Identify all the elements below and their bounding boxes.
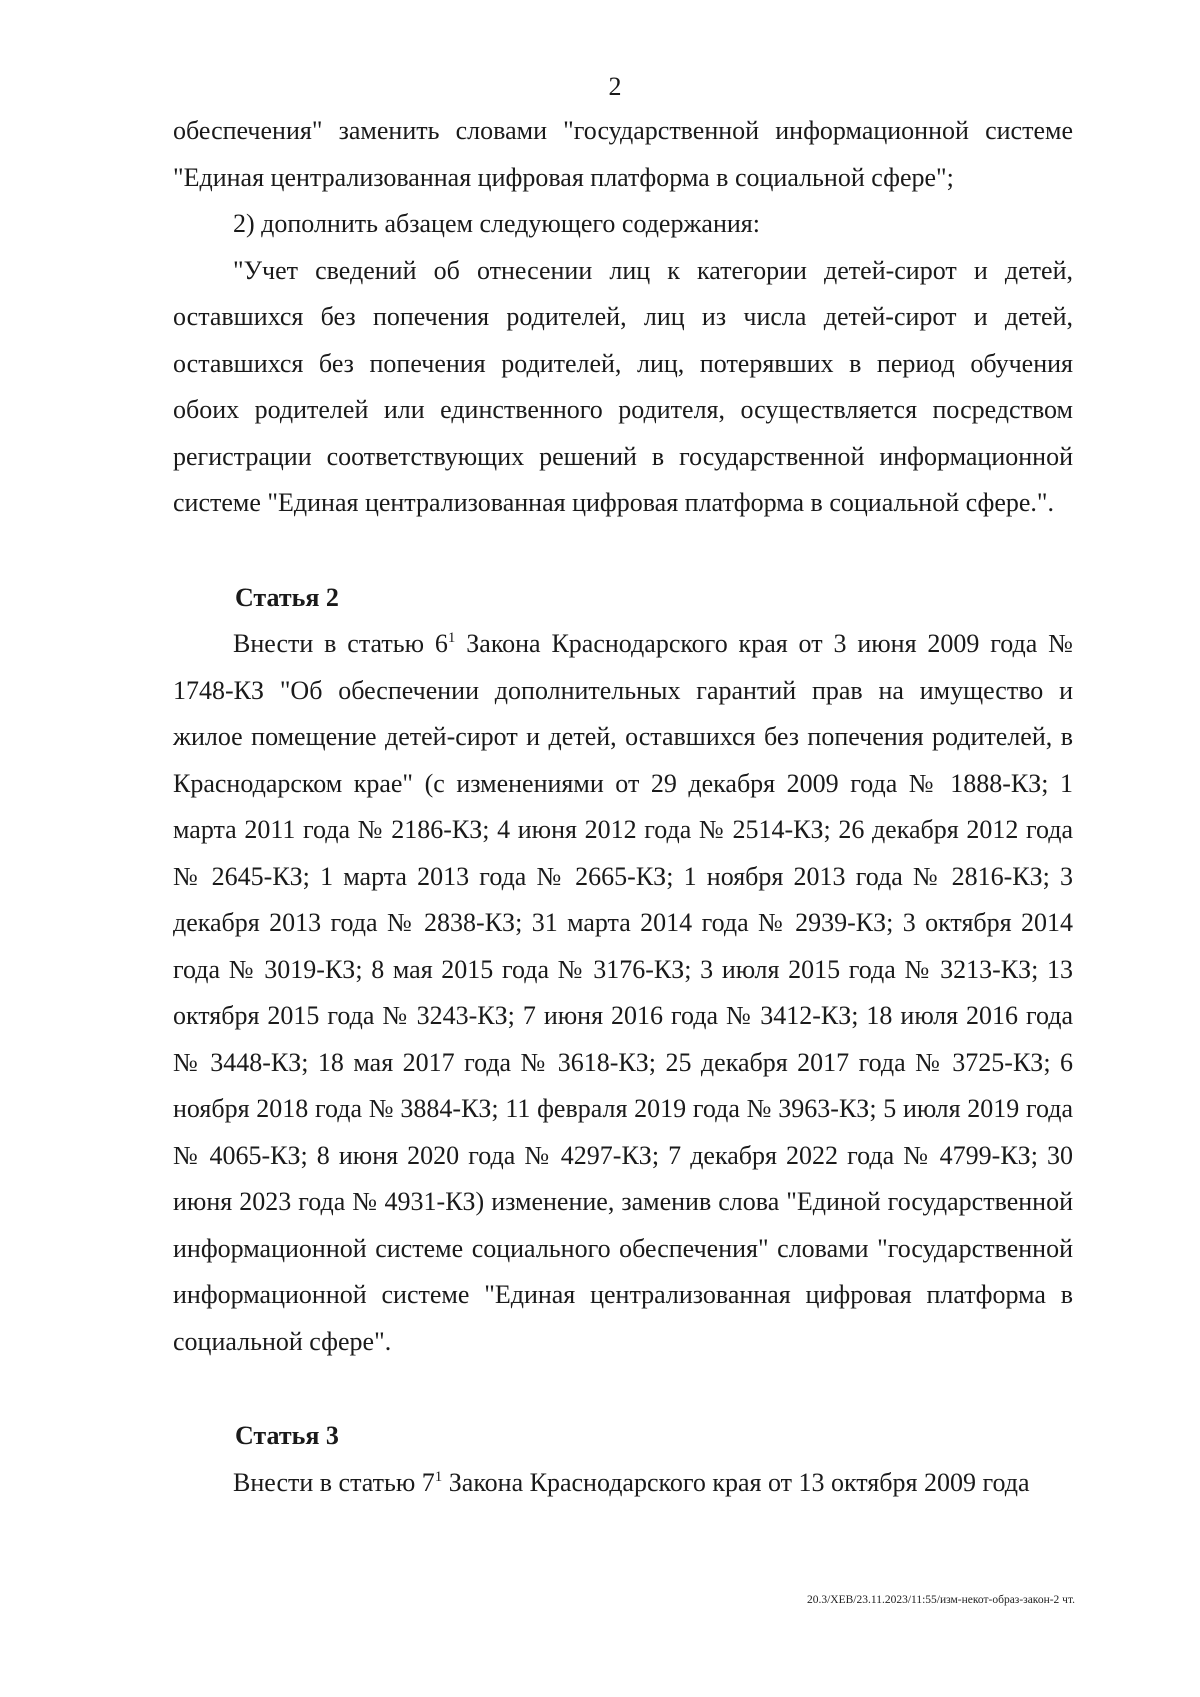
article-2-heading: Статья 2 bbox=[235, 582, 339, 612]
article-3-superscript: 1 bbox=[434, 1468, 443, 1485]
article-3-text bbox=[173, 1460, 1073, 1507]
article-2-text-start: Внести в статью 6 bbox=[233, 629, 448, 658]
article-3-text-rest: Закона Краснодарского края от 13 октября 2009 года bbox=[442, 1467, 1030, 1497]
article-2-text-rest: Закона Краснодарского края от 3 июня 2009 года № 1748-КЗ "Об обеспечении дополнительных гарантий прав на имущество и жилое помещение детей-сирот и детей, оставшихся без попечения родителей, в Краснодарском крае" (с изменениями от 29 декабря 2009 года № 1888-КЗ; 1 марта 2011 года № 2186-КЗ; 4 июня 2012 года № 2514-КЗ; 26 декабря 2012 года № 2645-КЗ; 1 марта 2013 года № 2665-КЗ; 1 ноября 2013 года № 2816-КЗ; 3 декабря 2013 года № 2838-КЗ; 31 марта 2014 года № 2939-КЗ; 3 октября 2014 года № 3019-КЗ; 8 мая 2015 года № 3176-КЗ; 3 июля 2015 года № 3213-КЗ; 13 октября 2015 года № 3243-КЗ; 7 июня 2016 года № 3412-КЗ; 18 июля 2016 года № 3448-КЗ; 18 мая 2017 года № 3618-КЗ; 25 декабря 2017 года № 3725-КЗ; 6 ноября 2018 года № 3884-КЗ; 11 февраля 2019 года № 3963-КЗ; 5 июля 2019 года № 4065-КЗ; 8 июня 2020 года № 4297-КЗ; 7 декабря 2022 года № 4799-КЗ; 30 июня 2023 года № 4931-КЗ) изменение, заменив слова "Единой государственной информационной системе социального обеспечения" словами "государственной информационной системе "Единая централизованная цифровая платформа в социальной сфере". bbox=[173, 629, 1073, 1356]
section-spacer bbox=[173, 1365, 1073, 1413]
footer-document-code: 20.3/ХЕВ/23.11.2023/11:55/изм-некот-образ-закон-2 чт. bbox=[806, 1594, 1075, 1606]
paragraph-item-2: 2) дополнить абзацем следующего содержания: bbox=[233, 209, 760, 238]
section-spacer bbox=[173, 527, 1073, 575]
paragraph-continuation: обеспечения" заменить словами "государственной информационной системе "Единая централизованная цифровая платформа в социальной сфере"; bbox=[173, 116, 1073, 192]
article-3-heading: Статья 3 bbox=[235, 1421, 339, 1450]
article-2-text bbox=[173, 621, 1073, 1365]
document-body bbox=[173, 108, 1073, 1506]
paragraph-quoted-addition: "Учет сведений об отнесении лиц к категории детей-сирот и детей, оставшихся без попечения родителей, лиц из числа детей-сирот и детей, оставшихся без попечения родителей, лиц, потерявших в период обучения обоих родителей или единственного родителя, осуществляется посредством регистрации соответствующих решений в государственной информационной системе "Единая централизованная цифровая платформа в социальной сфере.". bbox=[173, 255, 1073, 517]
article-3-text-start: Внести в статью 7 bbox=[233, 1467, 435, 1497]
page-number: 2 bbox=[608, 72, 622, 101]
article-2-superscript: 1 bbox=[447, 630, 456, 646]
